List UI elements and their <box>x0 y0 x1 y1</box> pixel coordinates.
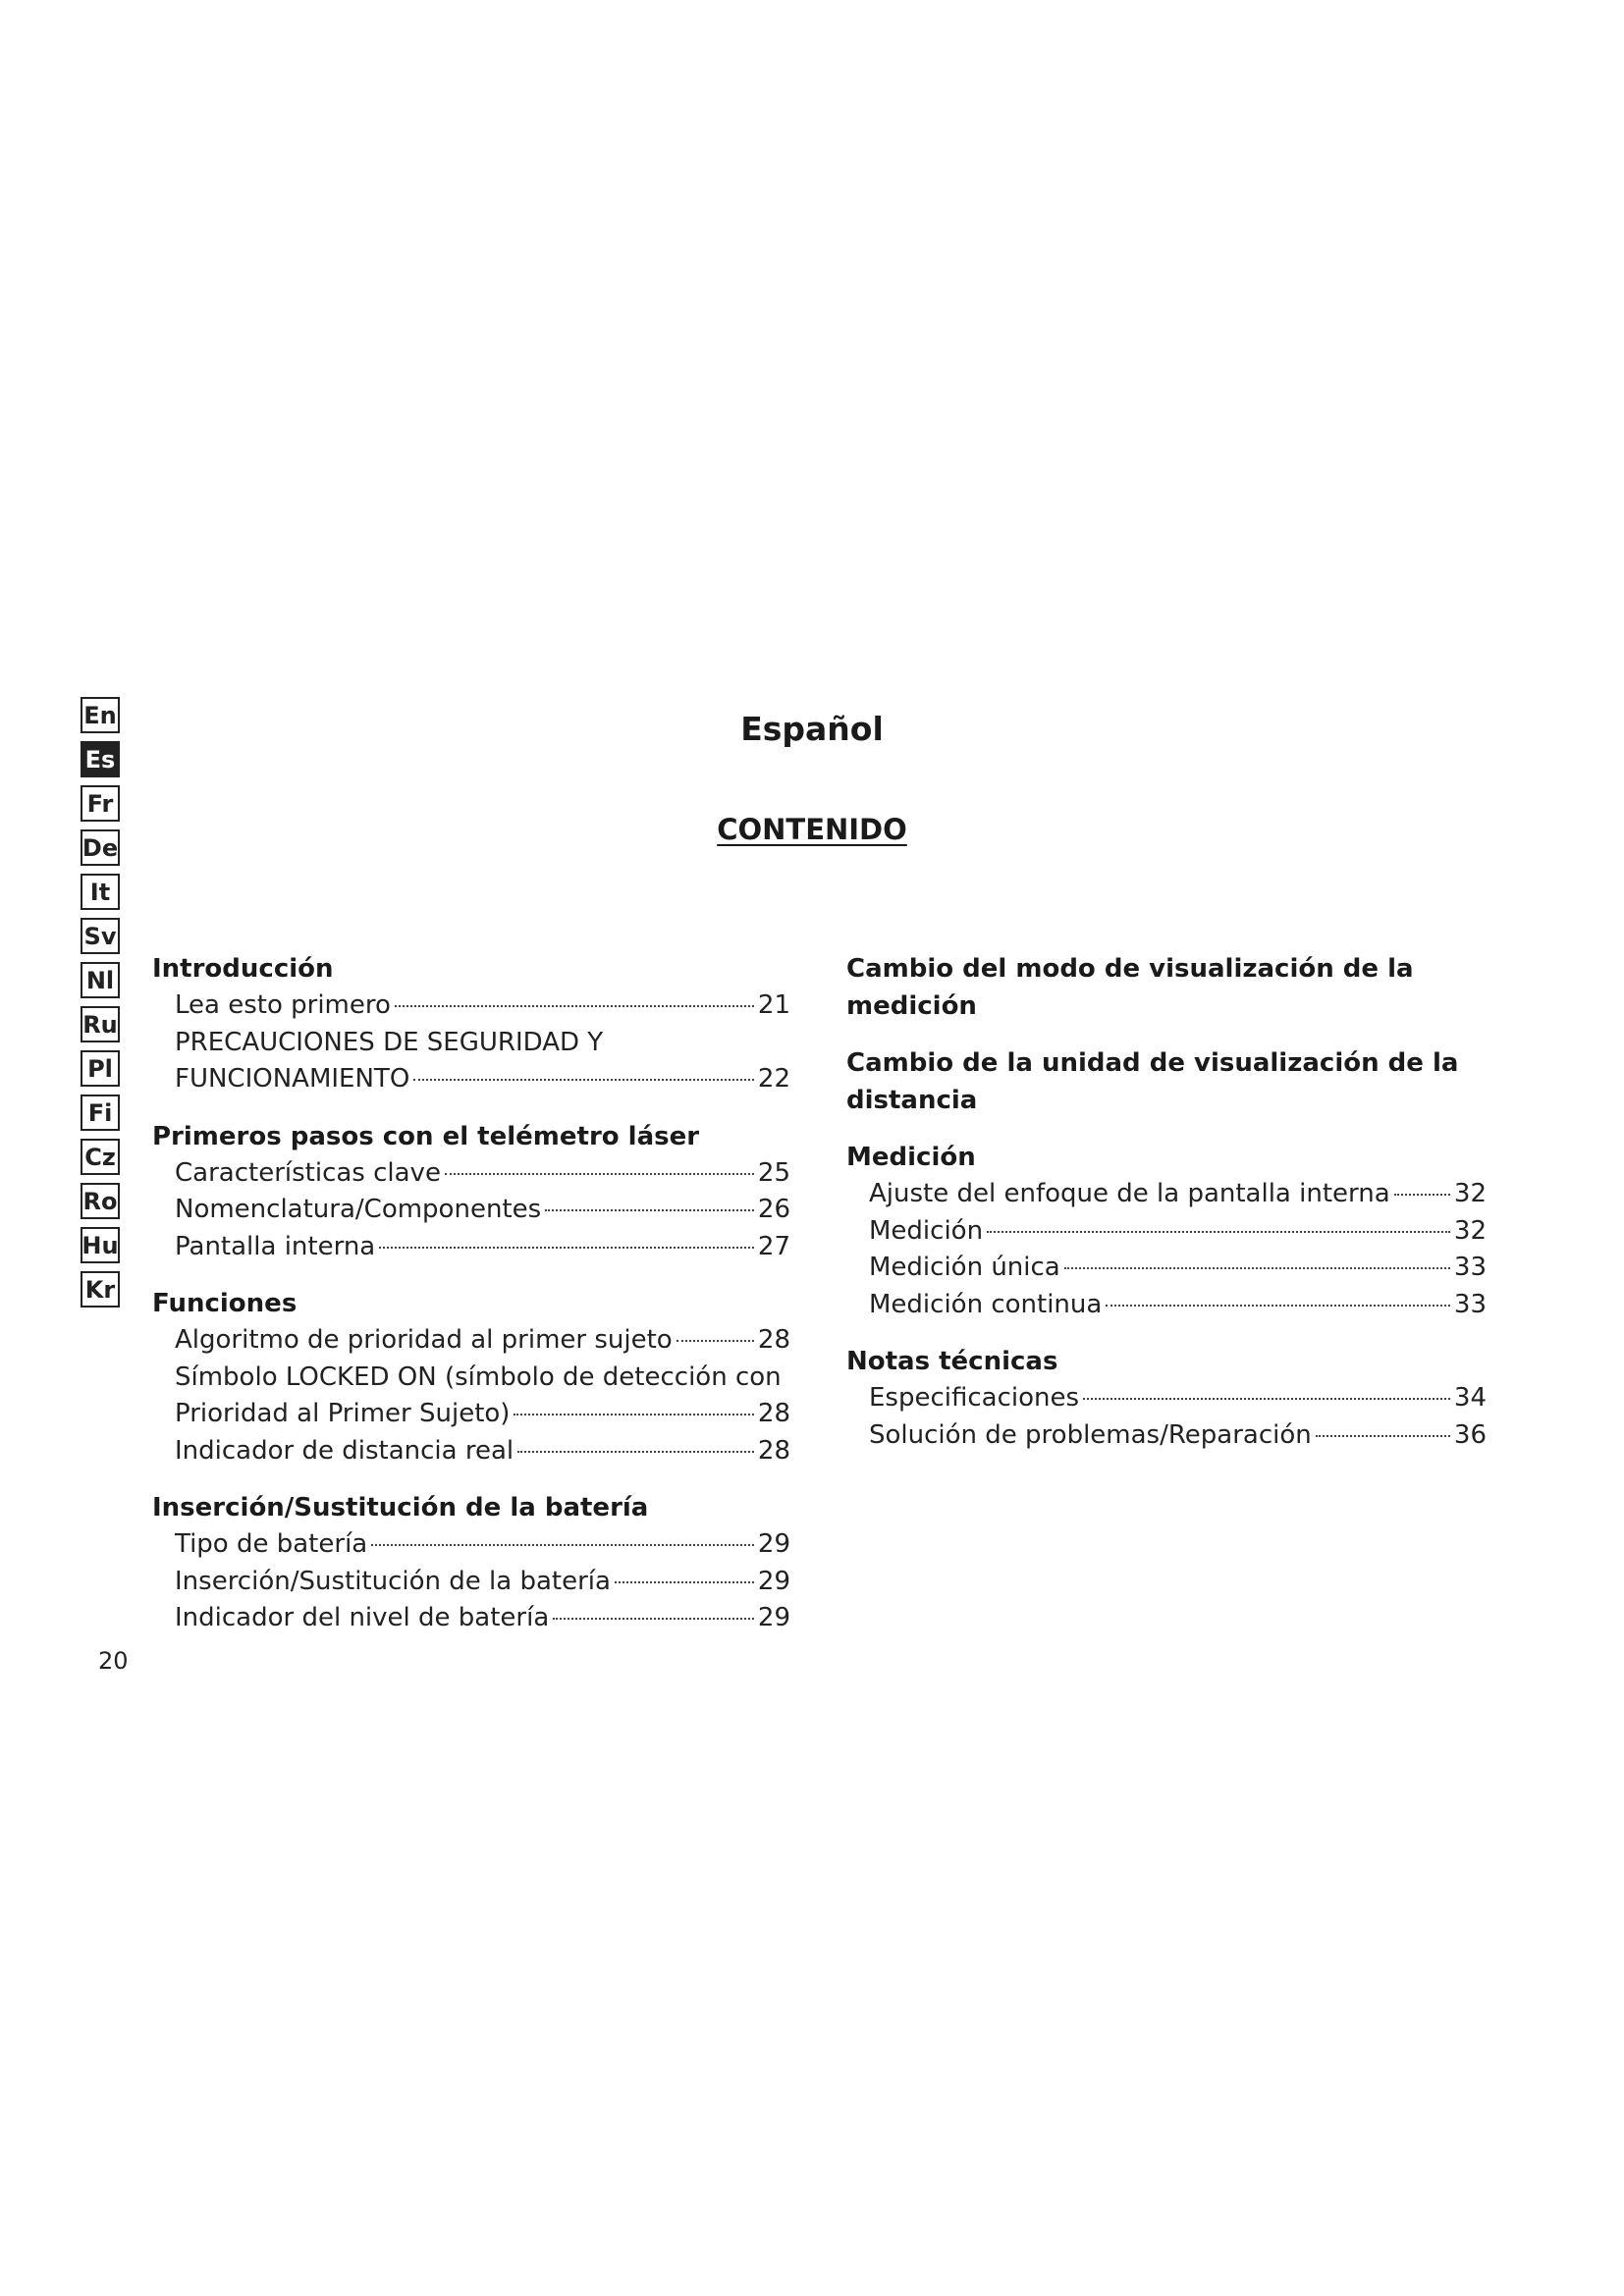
dot-leader <box>514 1414 753 1415</box>
entry-page: 22 <box>757 1064 790 1094</box>
toc-entry[interactable] <box>152 1322 790 1360</box>
entry-text: Medición continua <box>869 1289 1103 1319</box>
toc-entry[interactable] <box>152 1396 790 1433</box>
entry-text: Medición única <box>869 1253 1060 1282</box>
section-title: Introducción <box>152 954 334 984</box>
section-title-line-1[interactable]: Cambio de la unidad de visualización de la <box>846 1048 1459 1078</box>
toc-section-funciones <box>152 1285 790 1469</box>
toc-entry[interactable] <box>152 1229 790 1266</box>
entry-page: 36 <box>1453 1419 1487 1450</box>
entry-text: Algoritmo de prioridad al primer sujeto <box>175 1325 673 1355</box>
entry-page: 25 <box>757 1157 790 1188</box>
toc-entry-line[interactable]: Símbolo LOCKED ON (símbolo de detección con <box>175 1362 782 1392</box>
toc-entry[interactable] <box>846 1417 1487 1455</box>
contents-heading <box>0 813 1624 846</box>
section-title: Funciones <box>152 1289 298 1318</box>
dot-leader <box>1106 1305 1450 1307</box>
lang-tab-en[interactable]: En <box>81 697 120 733</box>
toc-section-introduccion <box>152 950 790 1098</box>
entry-page: 33 <box>1453 1253 1487 1282</box>
lang-tab-cz[interactable]: Cz <box>81 1139 120 1175</box>
toc-entry[interactable] <box>152 1192 790 1229</box>
toc-section-unidad-visualizacion <box>846 1044 1487 1119</box>
dot-leader <box>987 1231 1450 1233</box>
dot-leader <box>413 1079 754 1081</box>
entry-text: Especificaciones <box>869 1383 1080 1413</box>
lang-tab-ru[interactable]: Ru <box>81 1006 120 1042</box>
toc-entry[interactable] <box>152 1564 790 1601</box>
lang-tab-it[interactable]: It <box>81 874 120 910</box>
entry-page: 32 <box>1453 1215 1487 1246</box>
lang-tab-nl[interactable]: Nl <box>81 962 120 998</box>
lang-tab-ro[interactable]: Ro <box>81 1183 120 1219</box>
toc-entry[interactable] <box>846 1287 1487 1324</box>
entry-text: Medición <box>869 1215 984 1246</box>
toc-entry[interactable] <box>846 1250 1487 1287</box>
dot-leader <box>1064 1267 1450 1269</box>
toc-right-column <box>846 950 1487 1473</box>
entry-page: 28 <box>757 1435 790 1466</box>
toc-section-notas-tecnicas <box>846 1343 1487 1454</box>
lang-tab-kr[interactable]: Kr <box>81 1271 120 1308</box>
entry-page: 21 <box>757 990 790 1020</box>
entry-text: Solución de problemas/Reparación <box>869 1419 1312 1450</box>
entry-text: Ajuste del enfoque de la pantalla interna <box>869 1179 1390 1208</box>
lang-tab-fr[interactable]: Fr <box>81 785 120 822</box>
lang-tab-fi[interactable]: Fi <box>81 1095 120 1131</box>
toc-entry-line[interactable]: PRECAUCIONES DE SEGURIDAD Y <box>175 1027 604 1057</box>
lang-tab-sv[interactable]: Sv <box>81 918 120 954</box>
toc-entry[interactable] <box>846 1213 1487 1251</box>
dot-leader <box>445 1173 754 1175</box>
dot-leader <box>371 1544 754 1546</box>
toc-entry[interactable] <box>152 1155 790 1193</box>
entry-page: 26 <box>757 1195 790 1224</box>
dot-leader <box>395 1005 754 1007</box>
entry-text: FUNCIONAMIENTO <box>175 1064 410 1094</box>
section-title: Inserción/Sustitución de la batería <box>152 1493 649 1522</box>
dot-leader <box>545 1209 754 1211</box>
entry-text: Pantalla interna <box>175 1231 376 1261</box>
section-title: Notas técnicas <box>846 1347 1058 1376</box>
toc-section-modo-visualizacion <box>846 950 1487 1025</box>
entry-page: 29 <box>757 1603 790 1632</box>
entry-text: Características clave <box>175 1157 441 1188</box>
dot-leader <box>615 1581 754 1583</box>
dot-leader <box>517 1451 754 1453</box>
entry-text: Lea esto primero <box>175 990 391 1020</box>
lang-tab-hu[interactable]: Hu <box>81 1227 120 1263</box>
entry-page: 28 <box>757 1399 790 1428</box>
toc-section-bateria <box>152 1489 790 1637</box>
toc-left-column <box>152 950 790 1657</box>
toc-entry[interactable] <box>152 1433 790 1470</box>
entry-page: 33 <box>1453 1289 1487 1319</box>
dot-leader <box>677 1340 754 1342</box>
lang-tab-de[interactable]: De <box>81 829 120 866</box>
entry-text: Indicador del nivel de batería <box>175 1603 550 1632</box>
toc-entry[interactable] <box>846 1176 1487 1213</box>
section-title: Medición <box>846 1143 976 1172</box>
page-number: 20 <box>98 1647 129 1675</box>
toc-entry[interactable] <box>152 1600 790 1637</box>
entry-page: 29 <box>757 1529 790 1559</box>
dot-leader <box>1083 1398 1450 1400</box>
toc-section-primeros-pasos <box>152 1118 790 1266</box>
toc-entry[interactable] <box>846 1380 1487 1417</box>
entry-text: Prioridad al Primer Sujeto) <box>175 1399 511 1428</box>
section-title[interactable]: Cambio del modo de visualización de la medición <box>846 954 1414 1021</box>
page-title-text: Español <box>740 710 884 748</box>
toc-section-medicion <box>846 1139 1487 1323</box>
entry-page: 32 <box>1453 1179 1487 1208</box>
lang-tab-es[interactable]: Es <box>81 741 120 777</box>
entry-page: 28 <box>757 1325 790 1355</box>
contents-heading-text: CONTENIDO <box>717 813 907 846</box>
dot-leader <box>1394 1194 1450 1196</box>
entry-page: 27 <box>757 1231 790 1261</box>
toc-entry[interactable] <box>152 1526 790 1564</box>
dot-leader <box>553 1618 754 1620</box>
entry-text: Indicador de distancia real <box>175 1435 514 1466</box>
lang-tab-pl[interactable]: Pl <box>81 1050 120 1087</box>
entry-text: Inserción/Sustitución de la batería <box>175 1566 611 1596</box>
entry-text: Tipo de batería <box>175 1529 368 1559</box>
section-title: Primeros pasos con el telémetro láser <box>152 1121 700 1151</box>
dot-leader <box>1316 1435 1450 1437</box>
section-title-line-2[interactable]: distancia <box>846 1086 978 1115</box>
dot-leader <box>379 1247 754 1249</box>
entry-page: 29 <box>757 1566 790 1596</box>
toc-entry[interactable] <box>152 1061 790 1098</box>
entry-page: 34 <box>1453 1383 1487 1413</box>
toc-entry[interactable] <box>152 988 790 1025</box>
entry-text: Nomenclatura/Componentes <box>175 1195 542 1224</box>
page-title <box>0 710 1624 748</box>
language-tabs <box>81 697 120 1315</box>
